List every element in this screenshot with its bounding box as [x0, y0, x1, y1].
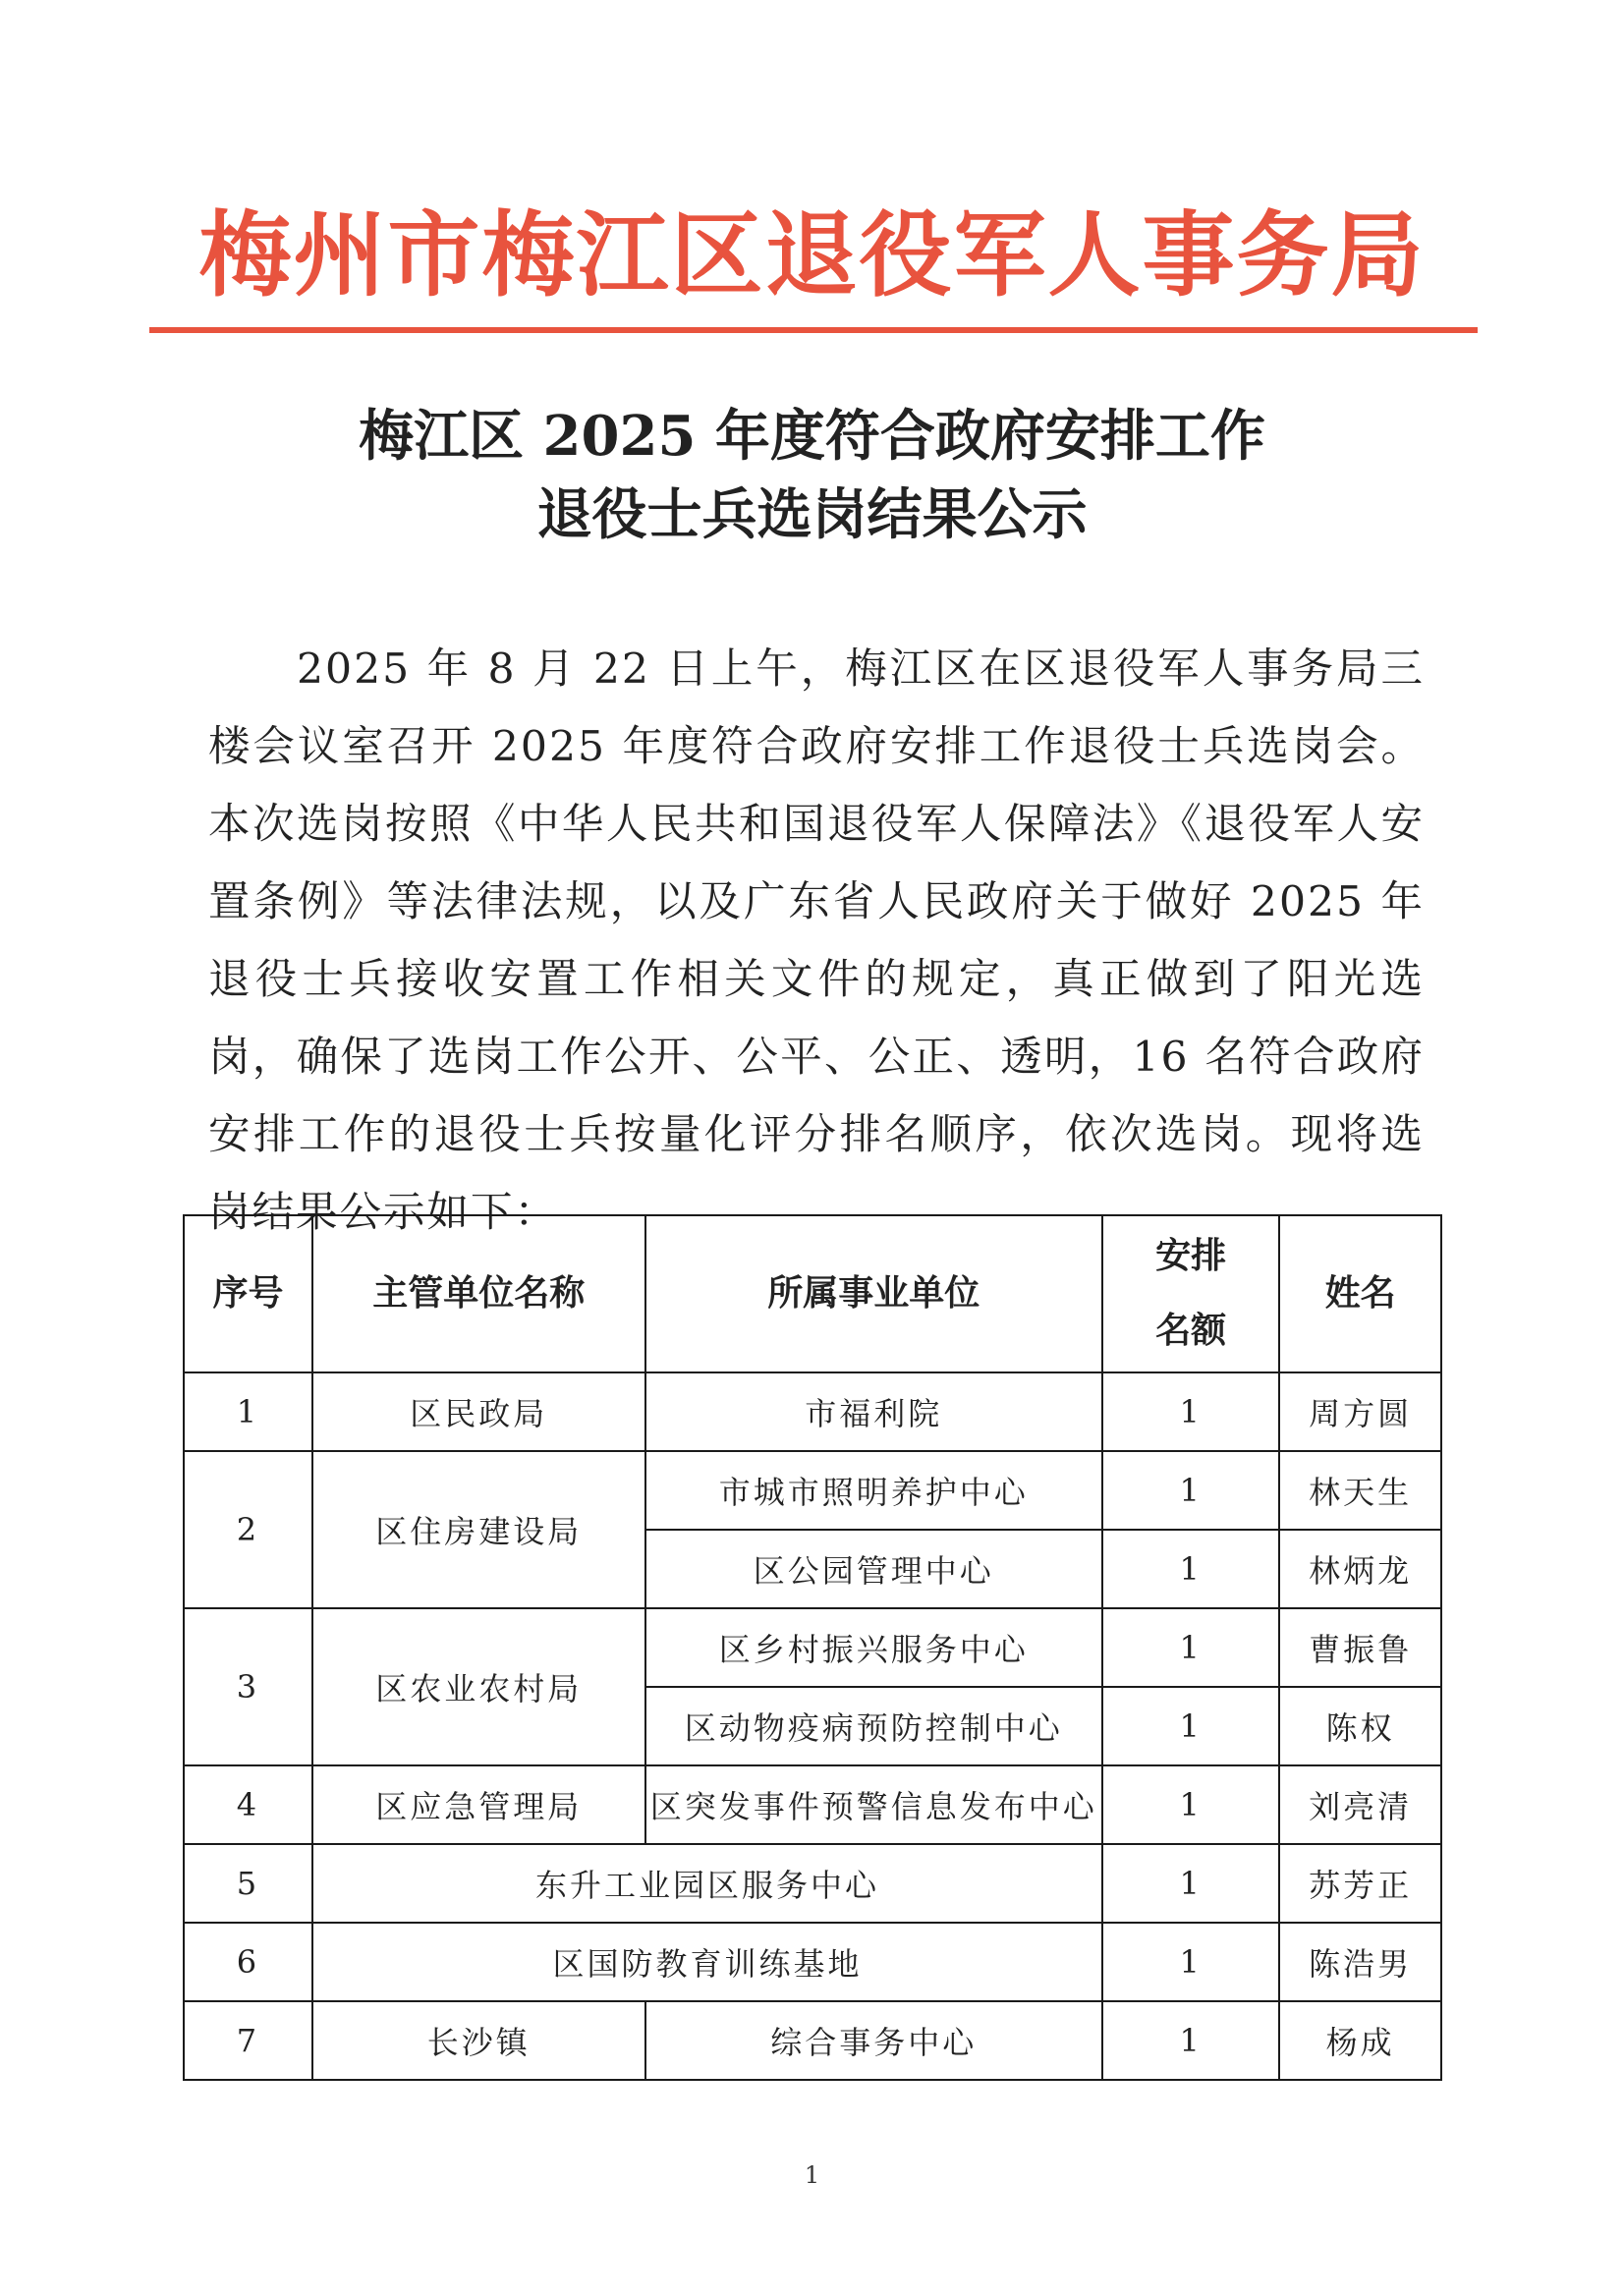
table-row [184, 1372, 1441, 1451]
cell-unit: 区动物疫病预防控制中心 [645, 1687, 1102, 1765]
header-no: 序号 [184, 1215, 312, 1372]
cell-quota: 1 [1102, 1844, 1279, 1923]
table-row [184, 2001, 1441, 2080]
cell-name: 陈权 [1279, 1687, 1441, 1765]
cell-unit: 区乡村振兴服务中心 [645, 1608, 1102, 1687]
cell-no: 5 [184, 1844, 312, 1923]
table-row [184, 1765, 1441, 1844]
document-title-line-1: 梅江区 2025 年度符合政府安排工作 [359, 404, 1265, 469]
body-paragraph [208, 631, 1425, 1252]
page-number: 1 [804, 2161, 820, 2189]
cell-no: 2 [184, 1451, 312, 1608]
cell-dept: 区民政局 [312, 1372, 645, 1451]
table-row [184, 1608, 1441, 1687]
cell-name: 林天生 [1279, 1451, 1441, 1530]
cell-quota: 1 [1102, 1530, 1279, 1608]
organization-masthead: 梅州市梅江区退役军人事务局 [198, 201, 1426, 309]
cell-no: 7 [184, 2001, 312, 2080]
table-header-row [184, 1215, 1441, 1372]
cell-quota: 1 [1102, 1923, 1279, 2001]
cell-name: 刘亮清 [1279, 1765, 1441, 1844]
table-row [184, 1923, 1441, 2001]
header-dept: 主管单位名称 [312, 1215, 645, 1372]
cell-quota: 1 [1102, 1608, 1279, 1687]
body-text: 2025 年 8 月 22 日上午，梅江区在区退役军人事务局三楼会议室召开 2025 年度符合政府安排工作退役士兵选岗会。本次选岗按照《中华人民共和国退役军人保障法》《退役军人安置条例》等法律法规，以及广东省人民政府关于做好 2025 年退役士兵接收安置工作相关文件的规定，真正做到了阳光选岗，确保了选岗工作公开、公平、公正、透明，16 名符合政府安排工作的退役士兵按量化评分排名顺序，依次选岗。现将选岗结果公示如下： [208, 645, 1425, 1237]
table-row [184, 1451, 1441, 1530]
cell-unit: 综合事务中心 [645, 2001, 1102, 2080]
header-quota [1102, 1215, 1279, 1372]
cell-quota: 1 [1102, 1687, 1279, 1765]
cell-no: 3 [184, 1608, 312, 1765]
header-name: 姓名 [1279, 1215, 1441, 1372]
cell-unit: 市福利院 [645, 1372, 1102, 1451]
cell-dept: 区农业农村局 [312, 1608, 645, 1765]
cell-name: 周方圆 [1279, 1372, 1441, 1451]
cell-dept: 区应急管理局 [312, 1765, 645, 1844]
header-quota-line1: 安排 [1155, 1236, 1227, 1276]
table-row [184, 1844, 1441, 1923]
red-divider-line [149, 327, 1478, 333]
selection-result-table [183, 1214, 1442, 2081]
cell-no: 4 [184, 1765, 312, 1844]
cell-quota: 1 [1102, 1765, 1279, 1844]
cell-merged-unit: 区国防教育训练基地 [312, 1923, 1102, 2001]
cell-name: 陈浩男 [1279, 1923, 1441, 2001]
cell-unit: 市城市照明养护中心 [645, 1451, 1102, 1530]
cell-name: 杨成 [1279, 2001, 1441, 2080]
cell-no: 1 [184, 1372, 312, 1451]
cell-dept: 区住房建设局 [312, 1451, 645, 1608]
header-quota-line2: 名额 [1155, 1311, 1227, 1351]
cell-name: 林炳龙 [1279, 1530, 1441, 1608]
header-unit: 所属事业单位 [645, 1215, 1102, 1372]
document-title-line-2: 退役士兵选岗结果公示 [536, 482, 1088, 547]
cell-name: 曹振鲁 [1279, 1608, 1441, 1687]
cell-no: 6 [184, 1923, 312, 2001]
cell-quota: 1 [1102, 2001, 1279, 2080]
cell-merged-unit: 东升工业园区服务中心 [312, 1844, 1102, 1923]
cell-unit: 区突发事件预警信息发布中心 [645, 1765, 1102, 1844]
cell-dept: 长沙镇 [312, 2001, 645, 2080]
cell-quota: 1 [1102, 1451, 1279, 1530]
cell-name: 苏芳正 [1279, 1844, 1441, 1923]
cell-unit: 区公园管理中心 [645, 1530, 1102, 1608]
cell-quota: 1 [1102, 1372, 1279, 1451]
